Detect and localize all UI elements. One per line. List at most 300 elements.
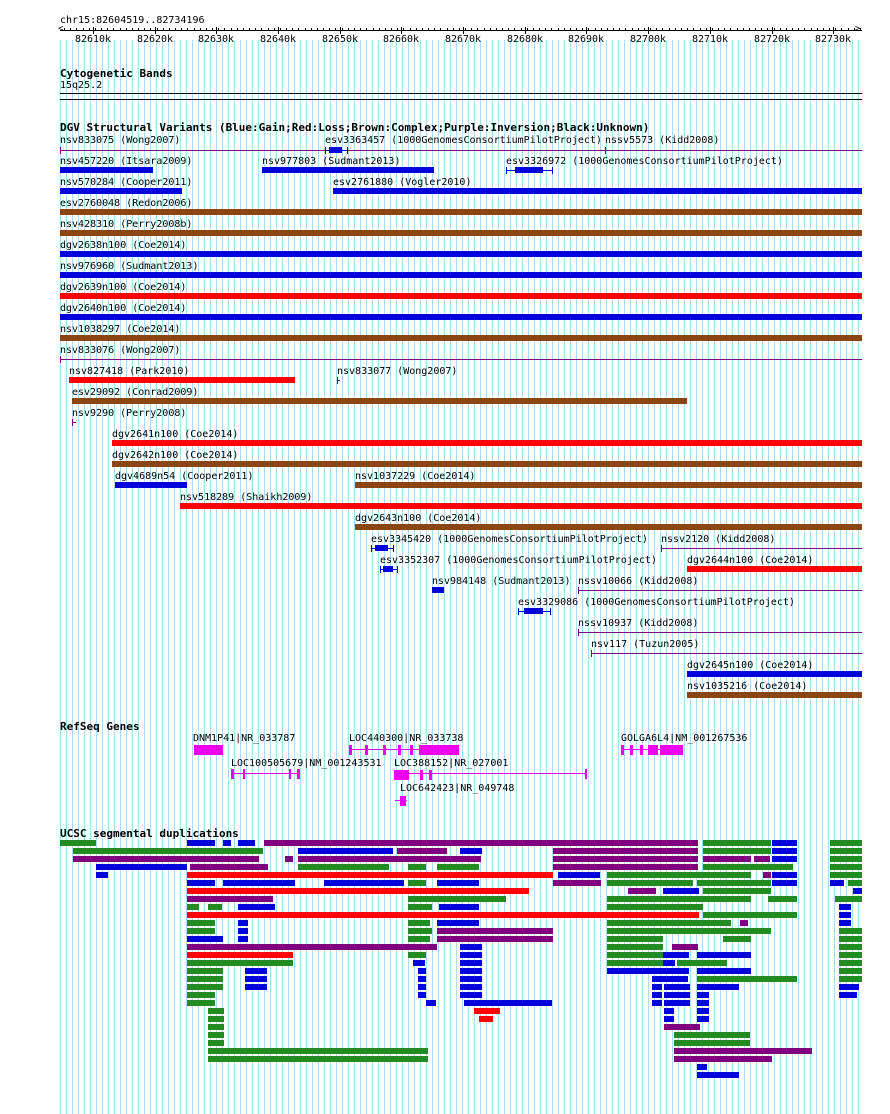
segdup-feature[interactable] — [839, 952, 862, 958]
ruler-minor-tick — [539, 28, 540, 31]
ruler-tick — [772, 27, 773, 34]
refseq-gene-feature[interactable] — [365, 745, 368, 755]
segdup-feature[interactable] — [208, 1040, 224, 1046]
segdup-feature[interactable] — [830, 848, 862, 854]
segdup-feature[interactable] — [238, 840, 255, 846]
segdup-feature[interactable] — [772, 848, 797, 854]
segdup-feature[interactable] — [772, 872, 797, 878]
segdup-feature[interactable] — [839, 904, 851, 910]
ruler-minor-tick — [650, 28, 651, 31]
segdup-feature[interactable] — [324, 880, 404, 886]
refseq-track-title: RefSeq Genes — [60, 720, 140, 733]
ruler-minor-tick — [737, 28, 738, 31]
dgv-variant-bar[interactable] — [72, 398, 687, 404]
segdup-feature[interactable] — [607, 952, 663, 958]
segdup-feature[interactable] — [703, 848, 771, 854]
segdup-feature[interactable] — [839, 960, 862, 966]
segdup-feature[interactable] — [208, 1008, 224, 1014]
refseq-gene-feature[interactable] — [394, 770, 409, 780]
dgv-variant-end — [397, 566, 398, 573]
dgv-variant-end — [325, 147, 326, 154]
segdup-feature[interactable] — [245, 968, 267, 974]
refseq-gene-feature[interactable] — [398, 745, 401, 755]
segdup-feature[interactable] — [408, 952, 426, 958]
segdup-feature[interactable] — [697, 992, 709, 998]
ruler-minor-tick — [774, 28, 775, 31]
segdup-feature[interactable] — [697, 952, 751, 958]
dgv-variant-block[interactable] — [524, 608, 543, 614]
segdup-feature[interactable] — [60, 840, 96, 846]
segdup-feature[interactable] — [839, 968, 862, 974]
dgv-variant-label: dgv2645n100 (Coe2014) — [687, 660, 814, 671]
ruler-minor-tick — [76, 28, 77, 31]
ruler-minor-tick — [558, 28, 559, 31]
dgv-variant-bar[interactable] — [687, 671, 862, 677]
segdup-feature[interactable] — [553, 864, 698, 870]
dgv-variant-bar[interactable] — [60, 293, 862, 299]
ruler-tick — [833, 27, 834, 34]
dgv-variant-label: dgv2638n100 (Coe2014) — [60, 240, 187, 251]
ruler-minor-tick — [237, 28, 238, 31]
segdup-feature[interactable] — [460, 848, 482, 854]
segdup-feature[interactable] — [464, 1000, 552, 1006]
segdup-feature[interactable] — [408, 904, 432, 910]
segdup-feature[interactable] — [285, 856, 293, 862]
segdup-feature[interactable] — [839, 912, 851, 918]
segdup-feature[interactable] — [674, 1056, 772, 1062]
segdup-feature[interactable] — [208, 1016, 224, 1022]
ruler-tick-label: 82610k — [74, 34, 112, 45]
ruler-minor-tick — [811, 28, 812, 31]
segdup-feature[interactable] — [703, 856, 751, 862]
segdup-feature[interactable] — [460, 944, 482, 950]
ruler-minor-tick — [465, 28, 466, 31]
refseq-gene-label: DNM1P41|NR_033787 — [193, 733, 296, 744]
segdup-feature[interactable] — [187, 880, 215, 886]
segdup-feature[interactable] — [839, 984, 859, 990]
refseq-gene-feature[interactable] — [429, 770, 432, 780]
segdup-feature[interactable] — [413, 960, 425, 966]
ruler-minor-tick — [181, 28, 182, 31]
segdup-feature[interactable] — [437, 936, 553, 942]
segdup-feature[interactable] — [553, 848, 698, 854]
ruler-left-arrow: < — [58, 24, 64, 34]
segdup-feature[interactable] — [208, 1048, 428, 1054]
dgv-variant-label: dgv2643n100 (Coe2014) — [355, 513, 482, 524]
segdup-feature[interactable] — [674, 1040, 750, 1046]
ruler-minor-tick — [317, 28, 318, 31]
segdup-feature[interactable] — [437, 880, 479, 886]
refseq-gene-feature[interactable] — [409, 773, 587, 774]
ruler-minor-tick — [83, 28, 84, 31]
segdup-feature[interactable] — [839, 936, 862, 942]
ruler-minor-tick — [823, 28, 824, 31]
segdup-feature[interactable] — [418, 984, 426, 990]
refseq-gene-feature[interactable] — [194, 745, 223, 755]
segdup-feature[interactable] — [264, 840, 698, 846]
segdup-feature[interactable] — [460, 960, 482, 966]
segdup-feature[interactable] — [697, 1064, 707, 1070]
segdup-feature[interactable] — [703, 840, 771, 846]
segdup-feature[interactable] — [553, 880, 601, 886]
segdup-feature[interactable] — [558, 872, 600, 878]
segdup-feature[interactable] — [607, 880, 693, 886]
ruler-minor-tick — [656, 28, 657, 31]
segdup-feature[interactable] — [418, 992, 426, 998]
segdup-feature[interactable] — [674, 1032, 750, 1038]
segdup-feature[interactable] — [208, 1024, 224, 1030]
segdup-feature[interactable] — [839, 992, 857, 998]
segdup-feature[interactable] — [664, 992, 690, 998]
segdup-feature[interactable] — [740, 920, 748, 926]
refseq-gene-label: LOC642423|NR_049748 — [400, 783, 515, 794]
refseq-gene-feature[interactable] — [621, 745, 624, 755]
refseq-gene-label: LOC388152|NR_027001 — [394, 758, 509, 769]
refseq-gene-feature[interactable] — [383, 745, 386, 755]
segdup-feature[interactable] — [663, 952, 689, 958]
segdup-feature[interactable] — [460, 952, 482, 958]
dgv-track-title: DGV Structural Variants (Blue:Gain;Red:Loss;Brown:Complex;Purple:Inversion;Black:Unknown) — [60, 121, 650, 134]
segdup-feature[interactable] — [437, 864, 479, 870]
segdup-feature[interactable] — [677, 960, 727, 966]
refseq-gene-feature[interactable] — [660, 745, 683, 755]
segdup-feature[interactable] — [607, 904, 703, 910]
refseq-gene-feature[interactable] — [400, 796, 406, 806]
ruler-minor-tick — [786, 28, 787, 31]
segdup-feature[interactable] — [426, 1000, 436, 1006]
segdup-feature[interactable] — [187, 912, 699, 918]
refseq-gene-feature[interactable] — [297, 769, 300, 779]
ruler-minor-tick — [157, 28, 158, 31]
dgv-variant-label: dgv2644n100 (Coe2014) — [687, 555, 814, 566]
segdup-feature[interactable] — [772, 840, 797, 846]
segdup-feature[interactable] — [607, 928, 771, 934]
segdup-feature[interactable] — [772, 856, 797, 862]
segdup-feature[interactable] — [187, 976, 223, 982]
ruler-minor-tick — [817, 28, 818, 31]
segdup-feature[interactable] — [768, 896, 797, 902]
dgv-variant-block[interactable] — [383, 566, 393, 572]
ruler-minor-tick — [305, 28, 306, 31]
dgv-variant-label: esv2761880 (Vogler2010) — [333, 177, 472, 188]
segdup-feature[interactable] — [418, 968, 426, 974]
segdup-feature[interactable] — [223, 880, 295, 886]
segdup-feature[interactable] — [460, 976, 482, 982]
segdup-feature[interactable] — [437, 920, 479, 926]
dgv-variant-label: nsv457220 (Itsara2009) — [60, 156, 193, 167]
segdup-feature[interactable] — [663, 888, 699, 894]
dgv-variant-bar[interactable] — [112, 440, 862, 446]
dgv-variant-bar[interactable] — [687, 692, 862, 698]
segdup-feature[interactable] — [607, 944, 663, 950]
segdup-feature[interactable] — [607, 920, 731, 926]
dgv-variant-bar[interactable] — [60, 230, 862, 236]
segdup-feature[interactable] — [839, 944, 862, 950]
segdup-feature[interactable] — [245, 984, 267, 990]
dgv-variant-label: nsv518289 (Shaikh2009) — [180, 492, 313, 503]
segdup-feature[interactable] — [460, 984, 482, 990]
segdup-feature[interactable] — [190, 864, 268, 870]
ruler-minor-tick — [360, 28, 361, 31]
segdup-feature[interactable] — [664, 1008, 674, 1014]
segdup-feature[interactable] — [607, 872, 751, 878]
ruler-minor-tick — [712, 28, 713, 31]
refseq-gene-feature[interactable] — [231, 769, 234, 779]
segdup-feature[interactable] — [298, 864, 389, 870]
segdup-feature[interactable] — [238, 920, 248, 926]
segdup-feature[interactable] — [298, 856, 481, 862]
dgv-variant-block[interactable] — [329, 147, 342, 153]
segdup-feature[interactable] — [723, 936, 751, 942]
segdup-feature[interactable] — [408, 864, 426, 870]
segdup-feature[interactable] — [703, 864, 793, 870]
segdup-feature[interactable] — [208, 1056, 428, 1062]
segdup-feature[interactable] — [607, 936, 663, 942]
ruler-minor-tick — [249, 28, 250, 31]
refseq-gene-feature[interactable] — [648, 745, 658, 755]
refseq-gene-feature[interactable] — [585, 769, 587, 779]
dgv-variant-bar[interactable] — [60, 272, 862, 278]
segdup-feature[interactable] — [697, 880, 771, 886]
segdup-feature[interactable] — [479, 1016, 493, 1022]
segdup-feature[interactable] — [697, 984, 739, 990]
dgv-variant-bar[interactable] — [355, 482, 862, 488]
dgv-variant-bar[interactable] — [432, 587, 444, 593]
segdup-feature[interactable] — [187, 952, 293, 958]
segdup-feature[interactable] — [408, 880, 426, 886]
ruler-tick-label: 82710k — [691, 34, 729, 45]
segdup-feature[interactable] — [652, 976, 688, 982]
dgv-variant-label: nssv10937 (Kidd2008) — [578, 618, 699, 629]
ruler-tick-label: 82680k — [506, 34, 544, 45]
segdup-feature[interactable] — [607, 896, 751, 902]
segdup-feature[interactable] — [772, 880, 797, 886]
segdup-feature[interactable] — [238, 936, 248, 942]
dgv-variant-label: dgv2639n100 (Coe2014) — [60, 282, 187, 293]
segdup-feature[interactable] — [697, 976, 797, 982]
dgv-variant-line[interactable] — [661, 548, 862, 549]
segdup-feature[interactable] — [408, 896, 506, 902]
segdup-feature[interactable] — [408, 936, 430, 942]
dgv-variant-bar[interactable] — [180, 503, 862, 509]
dgv-variant-bar[interactable] — [60, 335, 862, 341]
ruler-minor-tick — [286, 28, 287, 31]
ruler-tick-label: 82660k — [382, 34, 420, 45]
segdup-feature[interactable] — [697, 1016, 709, 1022]
refseq-gene-feature[interactable] — [419, 745, 459, 755]
segdup-feature[interactable] — [839, 928, 862, 934]
segdup-feature[interactable] — [187, 896, 273, 902]
segdup-feature[interactable] — [697, 1008, 709, 1014]
dgv-variant-label: dgv2641n100 (Coe2014) — [112, 429, 239, 440]
ruler-minor-tick — [453, 28, 454, 31]
segdup-feature[interactable] — [697, 1072, 739, 1078]
segdup-feature[interactable] — [763, 872, 771, 878]
segdup-feature[interactable] — [830, 856, 862, 862]
segdup-feature[interactable] — [672, 944, 698, 950]
dgv-variant-label: nsv570284 (Cooper2011) — [60, 177, 193, 188]
segdup-feature[interactable] — [754, 856, 770, 862]
dgv-variant-label: esv2760048 (Redon2006) — [60, 198, 193, 209]
dgv-variant-bar[interactable] — [355, 524, 862, 530]
ruler-minor-tick — [187, 28, 188, 31]
segdup-feature[interactable] — [187, 992, 215, 998]
dgv-variant-label: nsv833076 (Wong2007) — [60, 345, 181, 356]
ruler-minor-tick — [749, 28, 750, 31]
segdup-feature[interactable] — [298, 848, 393, 854]
segdup-feature[interactable] — [96, 872, 108, 878]
dgv-variant-bar[interactable] — [60, 167, 153, 173]
dgv-variant-line[interactable] — [605, 150, 862, 151]
ruler-minor-tick — [397, 28, 398, 31]
dgv-variant-bar[interactable] — [69, 377, 295, 383]
dgv-variant-label: dgv4689n54 (Cooper2011) — [115, 471, 254, 482]
segdup-feature[interactable] — [187, 904, 199, 910]
segdup-feature[interactable] — [187, 840, 215, 846]
ruler-tick-label: 82730k — [814, 34, 852, 45]
dgv-variant-line[interactable] — [578, 590, 862, 591]
segdup-feature[interactable] — [628, 888, 656, 894]
ruler-minor-tick — [496, 28, 497, 31]
segdup-feature[interactable] — [238, 904, 275, 910]
ruler-minor-tick — [95, 28, 96, 31]
ruler-minor-tick — [218, 28, 219, 31]
dgv-variant-bar[interactable] — [333, 188, 862, 194]
ruler-minor-tick — [588, 28, 589, 31]
segdup-feature[interactable] — [437, 928, 553, 934]
dgv-variant-label: nsv117 (Tuzun2005) — [591, 639, 700, 650]
dgv-variant-block[interactable] — [375, 545, 388, 551]
refseq-gene-feature[interactable] — [410, 745, 413, 755]
ruler-minor-tick — [798, 28, 799, 31]
segdup-feature[interactable] — [238, 928, 248, 934]
segdup-feature[interactable] — [187, 888, 529, 894]
segdup-feature[interactable] — [474, 1008, 500, 1014]
dgv-variant-bar[interactable] — [60, 209, 862, 215]
segdup-feature[interactable] — [73, 848, 263, 854]
segdup-feature[interactable] — [664, 1000, 690, 1006]
ruler-tick — [586, 27, 587, 34]
segdup-feature[interactable] — [96, 864, 187, 870]
refseq-gene-feature[interactable] — [243, 769, 245, 779]
segdup-feature[interactable] — [187, 928, 215, 934]
segdup-feature[interactable] — [830, 880, 844, 886]
segdup-feature[interactable] — [223, 840, 231, 846]
segdup-feature[interactable] — [418, 976, 426, 982]
dgv-variant-bar[interactable] — [60, 314, 862, 320]
segdup-feature[interactable] — [664, 984, 690, 990]
segdup-feature[interactable] — [187, 936, 223, 942]
segdup-feature[interactable] — [187, 960, 293, 966]
dgv-variant-block[interactable] — [515, 167, 543, 173]
ruler-minor-tick — [163, 28, 164, 31]
segdup-feature[interactable] — [839, 976, 862, 982]
ruler-minor-tick — [792, 28, 793, 31]
segdup-feature[interactable] — [208, 1032, 224, 1038]
segdup-feature[interactable] — [830, 840, 862, 846]
refseq-gene-feature[interactable] — [289, 769, 291, 779]
dgv-variant-line[interactable] — [60, 359, 862, 360]
segdup-feature[interactable] — [187, 920, 215, 926]
dgv-variant-bar[interactable] — [115, 482, 187, 488]
segdup-feature[interactable] — [607, 968, 663, 974]
segdup-feature[interactable] — [664, 1024, 700, 1030]
segdup-feature[interactable] — [460, 968, 482, 974]
segdup-feature[interactable] — [674, 1048, 812, 1054]
refseq-gene-feature[interactable] — [630, 745, 633, 755]
ruler-minor-tick — [107, 28, 108, 31]
ruler-minor-tick — [261, 28, 262, 31]
dgv-variant-bar[interactable] — [60, 188, 182, 194]
segdup-feature[interactable] — [697, 1000, 709, 1006]
segdup-feature[interactable] — [73, 856, 259, 862]
segdup-feature[interactable] — [187, 968, 223, 974]
segdup-feature[interactable] — [208, 904, 222, 910]
segdup-feature[interactable] — [830, 864, 862, 870]
ruler-minor-tick — [243, 28, 244, 31]
segdup-feature[interactable] — [187, 872, 553, 878]
ruler-minor-tick — [804, 28, 805, 31]
dgv-variant-end — [72, 419, 73, 426]
segdup-feature[interactable] — [187, 984, 223, 990]
ruler-minor-tick — [675, 28, 676, 31]
segdup-feature[interactable] — [607, 960, 663, 966]
segdup-feature[interactable] — [663, 968, 689, 974]
segdup-feature[interactable] — [839, 920, 851, 926]
segdup-feature[interactable] — [408, 928, 432, 934]
dgv-variant-bar[interactable] — [112, 461, 862, 467]
segdup-feature[interactable] — [187, 944, 437, 950]
segdup-feature[interactable] — [830, 872, 862, 878]
segdup-feature[interactable] — [652, 992, 662, 998]
refseq-gene-feature[interactable] — [640, 745, 643, 755]
segdup-feature[interactable] — [245, 976, 267, 982]
segdup-feature[interactable] — [697, 968, 751, 974]
ruler-minor-tick — [601, 28, 602, 31]
refseq-gene-feature[interactable] — [349, 745, 352, 755]
ruler-minor-tick — [625, 28, 626, 31]
dgv-variant-bar[interactable] — [262, 167, 434, 173]
ruler-minor-tick — [551, 28, 552, 31]
segdup-feature[interactable] — [703, 888, 771, 894]
segdup-feature[interactable] — [652, 1000, 662, 1006]
segdup-feature[interactable] — [439, 904, 479, 910]
segdup-feature[interactable] — [187, 1000, 215, 1006]
segdup-feature[interactable] — [397, 848, 447, 854]
segdup-feature[interactable] — [663, 960, 675, 966]
dgv-variant-label: nsv1038297 (Coe2014) — [60, 324, 181, 335]
segdup-feature[interactable] — [853, 888, 862, 894]
ruler-minor-tick — [848, 28, 849, 31]
ruler-tick-label: 82670k — [444, 34, 482, 45]
dgv-variant-line[interactable] — [578, 632, 862, 633]
segdup-feature[interactable] — [664, 1016, 674, 1022]
dgv-variant-bar[interactable] — [687, 566, 862, 572]
segdup-feature[interactable] — [848, 880, 862, 886]
ruler-minor-tick — [224, 28, 225, 31]
dgv-variant-bar[interactable] — [60, 251, 862, 257]
segdup-feature[interactable] — [460, 992, 482, 998]
segdup-feature[interactable] — [835, 896, 862, 902]
refseq-gene-feature[interactable] — [420, 770, 423, 780]
cytoband-line — [60, 99, 862, 100]
ruler-minor-tick — [841, 28, 842, 31]
segdup-feature[interactable] — [553, 856, 698, 862]
dgv-variant-line[interactable] — [591, 653, 862, 654]
segdup-feature[interactable] — [703, 912, 797, 918]
segdup-feature[interactable] — [408, 920, 430, 926]
segdup-feature[interactable] — [652, 984, 662, 990]
